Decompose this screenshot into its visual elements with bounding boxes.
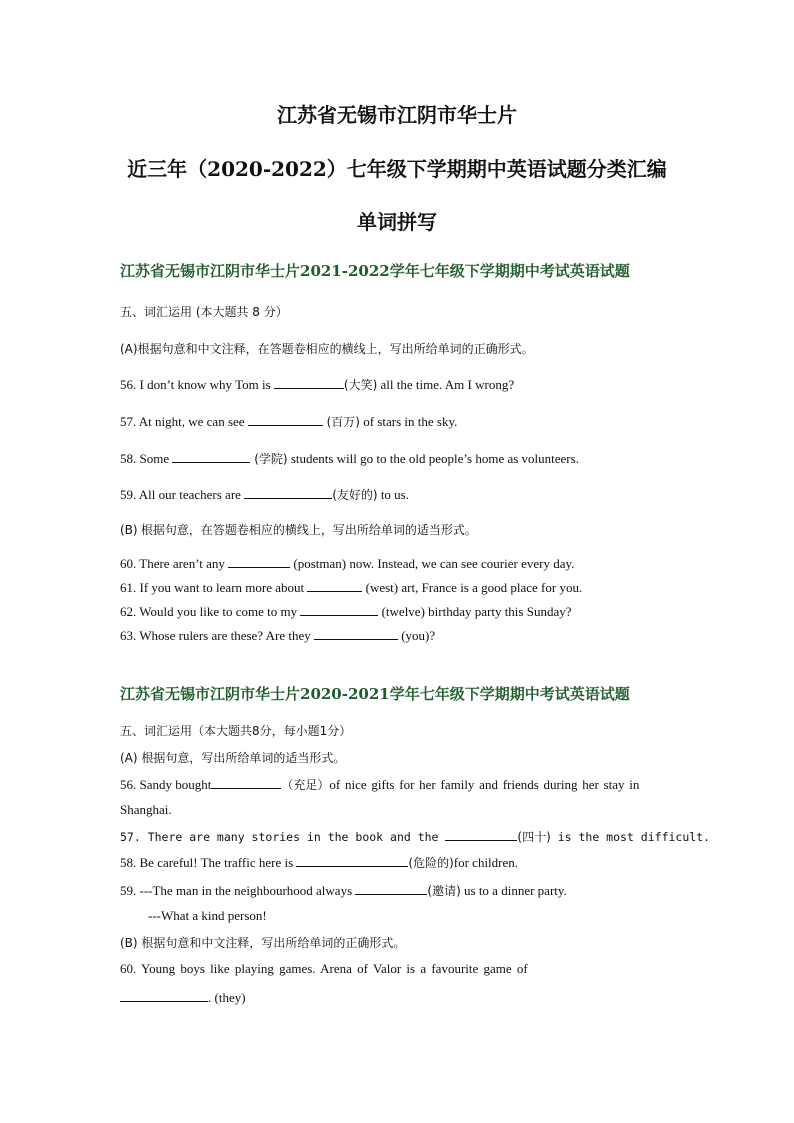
question-text: (twelve) birthday party this Sunday? <box>378 604 572 619</box>
question-60 <box>120 961 528 977</box>
chinese-hint: (四十) <box>517 830 551 844</box>
question-58 <box>120 450 579 467</box>
question-text: 58. Some <box>120 451 173 466</box>
question-text: for children. <box>453 855 519 870</box>
question-56 <box>120 376 514 393</box>
question-63 <box>120 627 435 644</box>
chinese-hint: (邀请) <box>427 884 461 898</box>
instruction-a <box>120 340 534 357</box>
answer-blank[interactable] <box>211 776 281 789</box>
question-text: (west) art, France is a good place for you. <box>362 580 583 595</box>
chinese-hint: (大笑) <box>343 378 378 392</box>
answer-blank[interactable] <box>248 413 323 426</box>
answer-blank[interactable] <box>300 603 378 616</box>
question-text: 59. All our teachers are <box>120 487 245 502</box>
question-56 <box>120 776 639 793</box>
question-62 <box>120 603 572 620</box>
answer-blank[interactable] <box>228 555 290 568</box>
question-text: 56. Sandy bought <box>120 777 212 792</box>
answer-blank[interactable] <box>274 376 344 389</box>
instruction-b: (B) 根据句意和中文注释，写出所给单词的正确形式。 <box>120 936 406 950</box>
question-text: 56. I don’t know why Tom is <box>120 377 274 392</box>
question-text: 62. Would you like to come to my <box>120 604 301 619</box>
answer-blank[interactable] <box>120 989 208 1002</box>
answer-blank[interactable] <box>355 882 427 895</box>
part-heading: 五、词汇运用 (本大题共 8 分） <box>120 305 288 319</box>
question-59-reply: ---What a kind person! <box>148 908 267 923</box>
question-57 <box>120 828 710 845</box>
question-58 <box>120 854 518 871</box>
question-text: 60. Young boys like playing games. Arena of Valor is a favourite game of <box>120 961 528 976</box>
question-text: 60. There aren’t any <box>120 556 229 571</box>
question-text: (you)? <box>397 628 436 643</box>
answer-blank[interactable] <box>314 627 398 640</box>
question-text: 58. Be careful! The traffic here is <box>120 855 297 870</box>
question-text: us to a dinner party. <box>460 883 567 898</box>
question-text: 63. Whose rulers are these? Are they <box>120 628 314 643</box>
chinese-hint: （充足） <box>281 778 330 792</box>
question-60-continued <box>120 989 246 1006</box>
question-text: . (they) <box>208 990 246 1005</box>
answer-blank[interactable] <box>307 579 362 592</box>
instruction-a: (A) 根据句意，写出所给单词的适当形式。 <box>120 751 346 765</box>
doc-title-main: 近三年（2020-2022）七年级下学期期中英语试题分类汇编 <box>127 157 667 181</box>
chinese-hint: (百万) <box>322 415 360 429</box>
question-text: (postman) now. Instead, we can see courier every day. <box>290 556 575 571</box>
answer-blank[interactable] <box>445 828 517 841</box>
answer-blank[interactable] <box>296 854 408 867</box>
question-text: of nice gifts for her family and friends during her stay in <box>329 777 640 792</box>
question-text: of stars in the sky. <box>360 414 458 429</box>
instruction-b <box>120 521 477 538</box>
part-heading: 五、词汇运用（本大题共8分，每小题1分） <box>120 724 352 738</box>
question-61 <box>120 579 582 596</box>
answer-blank[interactable] <box>172 450 250 463</box>
doc-title-region: 江苏省无锡市江阴市华士片 <box>277 103 517 127</box>
question-text: students will go to the old people’s home as volunteers. <box>287 451 579 466</box>
question-56-continued: Shanghai. <box>120 802 172 817</box>
question-59 <box>120 486 409 503</box>
chinese-hint: (学院) <box>250 452 288 466</box>
question-59 <box>120 882 567 899</box>
question-text: 61. If you want to learn more about <box>120 580 308 595</box>
question-text: is the most difficult. <box>550 830 711 844</box>
question-text: 59. ---The man in the neighbourhood always <box>120 883 356 898</box>
chinese-hint: (危险的) <box>408 856 454 870</box>
instruction-b-text: 根据句意，在答题卷相应的横线上，写出所给单词的适当形式。 <box>140 523 477 537</box>
instruction-a-text: 根据句意和中文注释，在答题卷相应的横线上，写出所给单词的正确形式。 <box>137 342 534 356</box>
question-text: all the time. Am I wrong? <box>377 377 515 392</box>
question-text: 57. At night, we can see <box>120 414 248 429</box>
question-text: 57. There are many stories in the book and the <box>120 830 446 844</box>
part-b-marker: (B) <box>120 523 138 537</box>
part-a-marker: (A) <box>120 342 138 356</box>
question-text: to us. <box>377 487 409 502</box>
doc-title-topic: 单词拼写 <box>357 210 437 234</box>
question-60 <box>120 555 574 572</box>
section-heading-2021-2022: 江苏省无锡市江阴市华士片2021-2022学年七年级下学期期中考试英语试题 <box>120 262 630 280</box>
section-heading-2020-2021: 江苏省无锡市江阴市华士片2020-2021学年七年级下学期期中考试英语试题 <box>120 685 630 703</box>
question-57 <box>120 413 457 430</box>
answer-blank[interactable] <box>244 486 332 499</box>
chinese-hint: (友好的) <box>332 488 378 502</box>
